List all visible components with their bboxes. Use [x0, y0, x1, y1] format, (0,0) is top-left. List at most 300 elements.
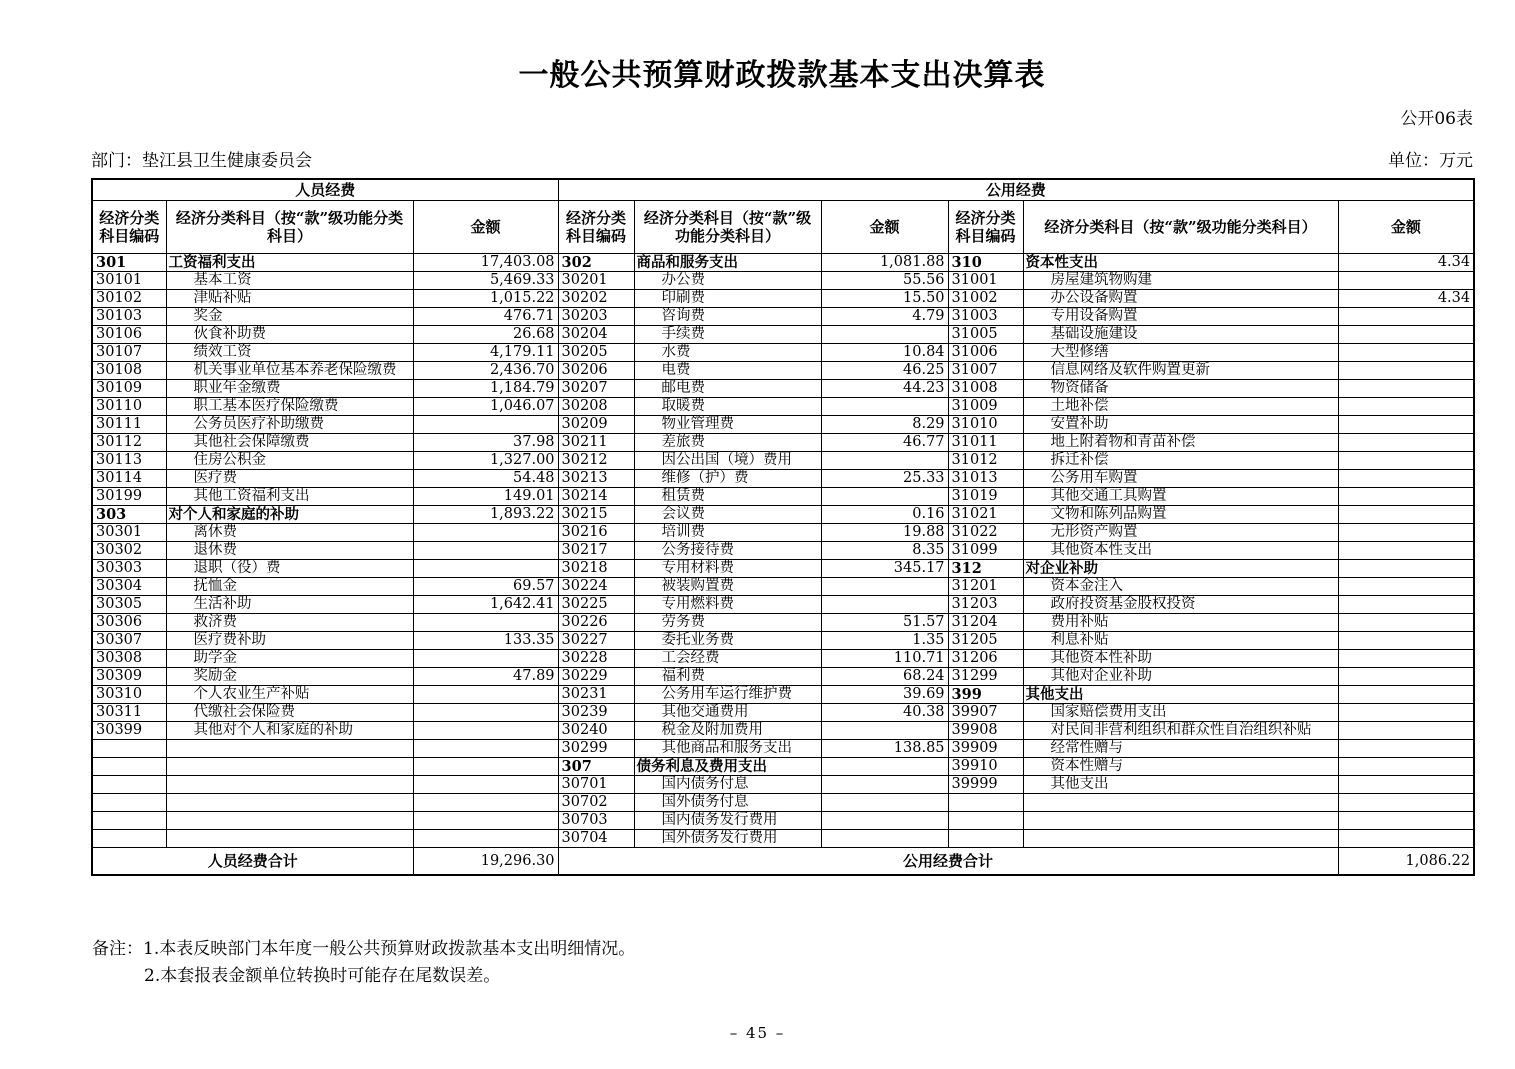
subject-name-cell: 劳务费: [634, 614, 821, 632]
amount-cell: [413, 416, 558, 434]
subject-code-cell: 30304: [92, 578, 166, 596]
subject-name-cell: 安置补助: [1023, 416, 1338, 434]
subject-name-cell: 公务员医疗补助缴费: [166, 416, 413, 434]
subject-code-cell: 30203: [558, 308, 634, 326]
amount-cell: [413, 794, 558, 812]
amount-cell: [1338, 668, 1474, 686]
subject-name-cell: 生活补助: [166, 596, 413, 614]
subject-code-cell: 30108: [92, 362, 166, 380]
subject-name-cell: 工会经费: [634, 650, 821, 668]
amount-cell: [413, 650, 558, 668]
subject-code-cell: [92, 830, 166, 848]
subject-code-cell: 30299: [558, 740, 634, 758]
amount-cell: [1338, 632, 1474, 650]
subject-name-cell: 因公出国（境）费用: [634, 452, 821, 470]
subject-name-cell: [166, 812, 413, 830]
subject-code-cell: 31019: [948, 488, 1023, 506]
amount-cell: 69.57: [413, 578, 558, 596]
table-row: [92, 668, 1474, 686]
subject-name-cell: 国内债务付息: [634, 776, 821, 794]
amount-cell: 1,081.88: [821, 254, 948, 272]
subject-name-cell: 咨询费: [634, 308, 821, 326]
subject-name-cell: 公务用车购置: [1023, 470, 1338, 488]
subject-code-cell: 30110: [92, 398, 166, 416]
subject-name-cell: 公务接待费: [634, 542, 821, 560]
subject-code-cell: 30311: [92, 704, 166, 722]
subject-name-cell: 其他商品和服务支出: [634, 740, 821, 758]
subject-code-cell: 31203: [948, 596, 1023, 614]
amount-cell: [413, 542, 558, 560]
subject-code-cell: 31002: [948, 290, 1023, 308]
subject-name-cell: 差旅费: [634, 434, 821, 452]
subject-code-cell: 301: [92, 254, 166, 272]
subject-code-cell: [948, 812, 1023, 830]
department-label: 部门：垫江县卫生健康委员会: [91, 151, 312, 171]
amount-cell: 4.34: [1338, 254, 1474, 272]
subject-code-cell: 31010: [948, 416, 1023, 434]
table-row: [92, 740, 1474, 758]
amount-cell: [1338, 722, 1474, 740]
subject-name-cell: 绩效工资: [166, 344, 413, 362]
amount-cell: [413, 812, 558, 830]
amount-cell: [1338, 758, 1474, 776]
subject-name-cell: 住房公积金: [166, 452, 413, 470]
subject-code-cell: 30301: [92, 524, 166, 542]
personnel-total-label: 人员经费合计: [92, 848, 413, 876]
subject-name-cell: 债务利息及费用支出: [634, 758, 821, 776]
subject-code-cell: 302: [558, 254, 634, 272]
subject-name-cell: 专用材料费: [634, 560, 821, 578]
subject-name-cell: 商品和服务支出: [634, 254, 821, 272]
expenditure-table: [91, 178, 1475, 876]
amount-cell: 17,403.08: [413, 254, 558, 272]
table-row: [92, 560, 1474, 578]
subject-code-cell: 30211: [558, 434, 634, 452]
subject-name-cell: 助学金: [166, 650, 413, 668]
subject-code-cell: 30208: [558, 398, 634, 416]
subject-name-cell: [166, 776, 413, 794]
amount-cell: [413, 560, 558, 578]
subject-code-cell: 30214: [558, 488, 634, 506]
col-header-subject-1: 经济分类科目（按“款”级功能分类科目）: [166, 201, 413, 254]
col-header-code-3: 经济分类科目编码: [948, 201, 1023, 254]
subject-code-cell: 31099: [948, 542, 1023, 560]
subject-code-cell: 30226: [558, 614, 634, 632]
table-row: [92, 650, 1474, 668]
col-header-subject-3: 经济分类科目（按“款”级功能分类科目）: [1023, 201, 1338, 254]
subject-name-cell: 奖励金: [166, 668, 413, 686]
amount-cell: [1338, 794, 1474, 812]
subject-code-cell: 399: [948, 686, 1023, 704]
page-title: 一般公共预算财政拨款基本支出决算表: [518, 58, 1046, 93]
subject-code-cell: 30308: [92, 650, 166, 668]
subject-code-cell: 31204: [948, 614, 1023, 632]
subject-code-cell: 31205: [948, 632, 1023, 650]
subject-name-cell: 培训费: [634, 524, 821, 542]
note-line-2: 2.本套报表金额单位转换时可能存在尾数误差。: [144, 966, 501, 986]
subject-name-cell: [166, 740, 413, 758]
table-body: [92, 254, 1474, 848]
subject-code-cell: 30206: [558, 362, 634, 380]
table-row: [92, 452, 1474, 470]
subject-code-cell: 39907: [948, 704, 1023, 722]
table-row: [92, 308, 1474, 326]
amount-cell: [821, 758, 948, 776]
subject-code-cell: 31001: [948, 272, 1023, 290]
subject-name-cell: 大型修缮: [1023, 344, 1338, 362]
subject-name-cell: 水费: [634, 344, 821, 362]
subject-code-cell: 30216: [558, 524, 634, 542]
subject-code-cell: 30704: [558, 830, 634, 848]
subject-code-cell: 30228: [558, 650, 634, 668]
subject-name-cell: 拆迁补偿: [1023, 452, 1338, 470]
table-row: [92, 632, 1474, 650]
subject-name-cell: 物业管理费: [634, 416, 821, 434]
subject-name-cell: 其他工资福利支出: [166, 488, 413, 506]
subject-name-cell: [166, 830, 413, 848]
subject-code-cell: 30212: [558, 452, 634, 470]
amount-cell: 40.38: [821, 704, 948, 722]
amount-cell: [821, 596, 948, 614]
amount-cell: [1338, 704, 1474, 722]
subject-name-cell: 基础设施建设: [1023, 326, 1338, 344]
subject-code-cell: 30310: [92, 686, 166, 704]
amount-cell: [413, 740, 558, 758]
col-header-amount-1: 金额: [413, 201, 558, 254]
amount-cell: 1,046.07: [413, 398, 558, 416]
subject-code-cell: [92, 758, 166, 776]
amount-cell: [1338, 470, 1474, 488]
subject-code-cell: 31012: [948, 452, 1023, 470]
amount-cell: 1,184.79: [413, 380, 558, 398]
table-row: [92, 542, 1474, 560]
amount-cell: 138.85: [821, 740, 948, 758]
table-row: [92, 794, 1474, 812]
subject-name-cell: 资本性支出: [1023, 254, 1338, 272]
subject-name-cell: 个人农业生产补贴: [166, 686, 413, 704]
amount-cell: [1338, 740, 1474, 758]
amount-cell: [1338, 434, 1474, 452]
subject-code-cell: 30231: [558, 686, 634, 704]
subject-name-cell: 房屋建筑物购建: [1023, 272, 1338, 290]
amount-cell: 10.84: [821, 344, 948, 362]
subject-name-cell: 退休费: [166, 542, 413, 560]
unit-label: 单位：万元: [1388, 151, 1473, 171]
subject-code-cell: 30217: [558, 542, 634, 560]
subject-name-cell: 信息网络及软件购置更新: [1023, 362, 1338, 380]
table-row: [92, 830, 1474, 848]
amount-cell: 8.29: [821, 416, 948, 434]
table-row: [92, 686, 1474, 704]
subject-code-cell: 31011: [948, 434, 1023, 452]
amount-cell: [821, 722, 948, 740]
subject-name-cell: 对民间非营利组织和群众性自治组织补贴: [1023, 722, 1338, 740]
subject-code-cell: 30111: [92, 416, 166, 434]
subject-code-cell: 30202: [558, 290, 634, 308]
subject-code-cell: 31021: [948, 506, 1023, 524]
subject-name-cell: 奖金: [166, 308, 413, 326]
amount-cell: [821, 776, 948, 794]
subject-code-cell: 30106: [92, 326, 166, 344]
subject-code-cell: 30307: [92, 632, 166, 650]
note-line-1: 备注：1.本表反映部门本年度一般公共预算财政拨款基本支出明细情况。: [92, 939, 636, 959]
table-row: [92, 722, 1474, 740]
subject-name-cell: 土地补偿: [1023, 398, 1338, 416]
subject-code-cell: [948, 830, 1023, 848]
subject-name-cell: 地上附着物和青苗补偿: [1023, 434, 1338, 452]
subject-code-cell: 30114: [92, 470, 166, 488]
subject-code-cell: 30227: [558, 632, 634, 650]
subject-code-cell: [92, 794, 166, 812]
subject-code-cell: 31206: [948, 650, 1023, 668]
subject-code-cell: 30218: [558, 560, 634, 578]
amount-cell: 51.57: [821, 614, 948, 632]
subject-name-cell: 其他支出: [1023, 686, 1338, 704]
subject-name-cell: 国外债务发行费用: [634, 830, 821, 848]
amount-cell: 1,327.00: [413, 452, 558, 470]
amount-cell: [1338, 398, 1474, 416]
subject-name-cell: 电费: [634, 362, 821, 380]
subject-name-cell: [1023, 812, 1338, 830]
subject-code-cell: [948, 794, 1023, 812]
amount-cell: [413, 614, 558, 632]
subject-name-cell: 职工基本医疗保险缴费: [166, 398, 413, 416]
subject-name-cell: 医疗费: [166, 470, 413, 488]
amount-cell: 476.71: [413, 308, 558, 326]
amount-cell: 68.24: [821, 668, 948, 686]
subject-code-cell: 30240: [558, 722, 634, 740]
amount-cell: [1338, 362, 1474, 380]
subject-code-cell: 30224: [558, 578, 634, 596]
table-row: [92, 812, 1474, 830]
table-row: [92, 704, 1474, 722]
subject-code-cell: 39999: [948, 776, 1023, 794]
table-row: [92, 434, 1474, 452]
table-row: [92, 290, 1474, 308]
subject-name-cell: 其他对个人和家庭的补助: [166, 722, 413, 740]
amount-cell: 1,893.22: [413, 506, 558, 524]
subject-code-cell: 39908: [948, 722, 1023, 740]
amount-cell: 46.25: [821, 362, 948, 380]
subject-name-cell: 抚恤金: [166, 578, 413, 596]
subject-code-cell: 30215: [558, 506, 634, 524]
col-header-amount-2: 金额: [821, 201, 948, 254]
subject-name-cell: 职业年金缴费: [166, 380, 413, 398]
amount-cell: 4,179.11: [413, 344, 558, 362]
subject-code-cell: 30113: [92, 452, 166, 470]
subject-name-cell: 其他资本性支出: [1023, 542, 1338, 560]
public-total-label: 公用经费合计: [558, 848, 1338, 876]
amount-cell: [821, 830, 948, 848]
subject-name-cell: 伙食补助费: [166, 326, 413, 344]
subject-name-cell: 代缴社会保险费: [166, 704, 413, 722]
subject-name-cell: [1023, 794, 1338, 812]
public-total-value: 1,086.22: [1338, 848, 1474, 876]
amount-cell: [1338, 542, 1474, 560]
table-row: [92, 398, 1474, 416]
amount-cell: [1338, 812, 1474, 830]
subject-code-cell: 30703: [558, 812, 634, 830]
table-code-label: 公开06表: [1400, 109, 1473, 129]
subject-name-cell: 基本工资: [166, 272, 413, 290]
amount-cell: [413, 758, 558, 776]
subject-name-cell: 费用补贴: [1023, 614, 1338, 632]
subject-name-cell: 国内债务发行费用: [634, 812, 821, 830]
amount-cell: 4.34: [1338, 290, 1474, 308]
subject-code-cell: 30306: [92, 614, 166, 632]
amount-cell: 5,469.33: [413, 272, 558, 290]
subject-code-cell: 30209: [558, 416, 634, 434]
amount-cell: 345.17: [821, 560, 948, 578]
amount-cell: 26.68: [413, 326, 558, 344]
table-row: [92, 362, 1474, 380]
subject-code-cell: 30239: [558, 704, 634, 722]
amount-cell: 25.33: [821, 470, 948, 488]
subject-code-cell: 31013: [948, 470, 1023, 488]
amount-cell: [1338, 506, 1474, 524]
amount-cell: 44.23: [821, 380, 948, 398]
subject-name-cell: 医疗费补助: [166, 632, 413, 650]
amount-cell: [1338, 416, 1474, 434]
subject-name-cell: 对企业补助: [1023, 560, 1338, 578]
subject-code-cell: 30303: [92, 560, 166, 578]
amount-cell: [1338, 614, 1474, 632]
subject-code-cell: 30399: [92, 722, 166, 740]
subject-code-cell: 307: [558, 758, 634, 776]
amount-cell: 2,436.70: [413, 362, 558, 380]
amount-cell: [413, 704, 558, 722]
subject-name-cell: 工资福利支出: [166, 254, 413, 272]
table-row: [92, 272, 1474, 290]
subject-name-cell: 机关事业单位基本养老保险缴费: [166, 362, 413, 380]
amount-cell: [1338, 380, 1474, 398]
amount-cell: [1338, 830, 1474, 848]
subject-name-cell: 印刷费: [634, 290, 821, 308]
table-row: [92, 506, 1474, 524]
subject-code-cell: 30112: [92, 434, 166, 452]
totals-row: [92, 848, 1474, 876]
amount-cell: [821, 488, 948, 506]
table-row: [92, 578, 1474, 596]
amount-cell: 0.16: [821, 506, 948, 524]
subject-code-cell: 31007: [948, 362, 1023, 380]
subject-name-cell: 办公费: [634, 272, 821, 290]
subject-name-cell: 被装购置费: [634, 578, 821, 596]
subject-code-cell: 30199: [92, 488, 166, 506]
amount-cell: [1338, 524, 1474, 542]
amount-cell: [1338, 578, 1474, 596]
subject-code-cell: 30207: [558, 380, 634, 398]
col-header-code-1: 经济分类科目编码: [92, 201, 166, 254]
table-row: [92, 524, 1474, 542]
amount-cell: [1338, 596, 1474, 614]
subject-code-cell: [92, 740, 166, 758]
subject-name-cell: 委托业务费: [634, 632, 821, 650]
col-header-amount-3: 金额: [1338, 201, 1474, 254]
subject-name-cell: 文物和陈列品购置: [1023, 506, 1338, 524]
subject-code-cell: 30225: [558, 596, 634, 614]
subject-name-cell: 救济费: [166, 614, 413, 632]
amount-cell: [821, 326, 948, 344]
subject-name-cell: 退职（役）费: [166, 560, 413, 578]
amount-cell: [1338, 488, 1474, 506]
subject-name-cell: 对个人和家庭的补助: [166, 506, 413, 524]
meta-row: [91, 146, 1473, 171]
amount-cell: 8.35: [821, 542, 948, 560]
amount-cell: 133.35: [413, 632, 558, 650]
subject-name-cell: 利息补贴: [1023, 632, 1338, 650]
personnel-total-value: 19,296.30: [413, 848, 558, 876]
amount-cell: 37.98: [413, 434, 558, 452]
subject-name-cell: [1023, 830, 1338, 848]
subject-code-cell: 30701: [558, 776, 634, 794]
col-header-subject-2: 经济分类科目（按“款”级功能分类科目）: [634, 201, 821, 254]
subject-code-cell: 312: [948, 560, 1023, 578]
amount-cell: 4.79: [821, 308, 948, 326]
amount-cell: 47.89: [413, 668, 558, 686]
subject-name-cell: 其他对企业补助: [1023, 668, 1338, 686]
subject-name-cell: [166, 794, 413, 812]
subject-code-cell: 31201: [948, 578, 1023, 596]
subject-code-cell: 30309: [92, 668, 166, 686]
subject-name-cell: 其他支出: [1023, 776, 1338, 794]
subject-name-cell: 资本性赠与: [1023, 758, 1338, 776]
subject-code-cell: 31009: [948, 398, 1023, 416]
subject-code-cell: 31003: [948, 308, 1023, 326]
subject-name-cell: 其他资本性补助: [1023, 650, 1338, 668]
subject-name-cell: 租赁费: [634, 488, 821, 506]
amount-cell: 149.01: [413, 488, 558, 506]
subject-code-cell: 31005: [948, 326, 1023, 344]
subject-code-cell: 30201: [558, 272, 634, 290]
page-number: – 45 –: [729, 1024, 786, 1042]
subject-name-cell: 国家赔偿费用支出: [1023, 704, 1338, 722]
subject-code-cell: [92, 776, 166, 794]
subject-name-cell: 邮电费: [634, 380, 821, 398]
amount-cell: 39.69: [821, 686, 948, 704]
subject-code-cell: 310: [948, 254, 1023, 272]
subject-name-cell: 办公设备购置: [1023, 290, 1338, 308]
subject-code-cell: 30229: [558, 668, 634, 686]
subject-code-cell: 30702: [558, 794, 634, 812]
subject-name-cell: [166, 758, 413, 776]
amount-cell: [1338, 686, 1474, 704]
table-row: [92, 254, 1474, 272]
subject-name-cell: 取暖费: [634, 398, 821, 416]
subject-code-cell: 30213: [558, 470, 634, 488]
table-row: [92, 344, 1474, 362]
group-header-public: 公用经费: [558, 179, 1474, 201]
group-header-row: [92, 179, 1474, 201]
subject-name-cell: 经常性赠与: [1023, 740, 1338, 758]
subject-code-cell: 31299: [948, 668, 1023, 686]
amount-cell: [413, 776, 558, 794]
subject-code-cell: 30204: [558, 326, 634, 344]
subject-name-cell: 维修（护）费: [634, 470, 821, 488]
table-row: [92, 488, 1474, 506]
subject-code-cell: 303: [92, 506, 166, 524]
amount-cell: 1,642.41: [413, 596, 558, 614]
amount-cell: 110.71: [821, 650, 948, 668]
amount-cell: [413, 722, 558, 740]
table-row: [92, 758, 1474, 776]
col-header-code-2: 经济分类科目编码: [558, 201, 634, 254]
subject-name-cell: 会议费: [634, 506, 821, 524]
subject-code-cell: 30109: [92, 380, 166, 398]
amount-cell: [413, 686, 558, 704]
subject-code-cell: 31022: [948, 524, 1023, 542]
subject-name-cell: 资本金注入: [1023, 578, 1338, 596]
